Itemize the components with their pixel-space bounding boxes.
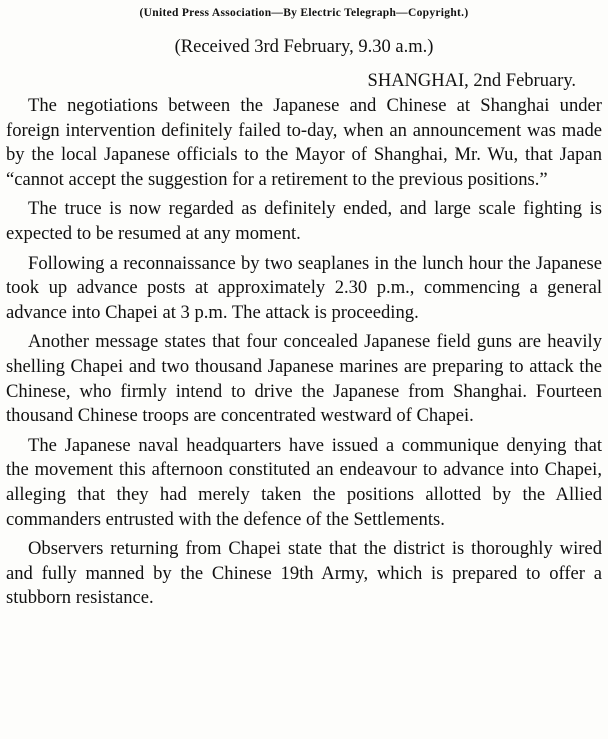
- paragraph-truce: The truce is now regarded as definitely ended, and large scale fighting is expected to be resumed at any moment.: [6, 198, 602, 244]
- paragraph-negotiations: The negotiations between the Japanese and Chinese at Shanghai under foreign intervention definitely failed to-day, when an announcement was made by the local Japanese officials to the Mayor of Shanghai, Mr. Wu, that Japan “cannot accept the suggestion for a retirement to the previous positions.”: [6, 95, 602, 190]
- paragraph-observers: Observers returning from Chapei state that the district is thoroughly wired and fully manned by the Chinese 19th Army, which is prepared to offer a stubborn resistance.: [6, 538, 602, 609]
- paragraph-reconnaissance: Following a reconnaissance by two seaplanes in the lunch hour the Japanese took up advance posts at approximately 2.30 p.m., commencing a general advance into Chapei at 3 p.m. The attack is proceeding.: [6, 252, 602, 323]
- dateline: SHANGHAI, 2nd February.: [367, 71, 576, 91]
- paragraph-naval-communique: The Japanese naval headquarters have issued a communique denying that the movement this afternoon constituted an endeavour to advance into Chapei, alleging that they had merely taken the positions allotted by the Allied commanders entrusted with the defence of the Settlements.: [6, 434, 602, 530]
- paragraph-field-guns: Another message states that four concealed Japanese field guns are heavily shelling Chapei and two thousand Japanese marines are preparing to attack the Chinese, who firmly intend to drive the Japanese from Shanghai. Fourteen thousand Chinese troops are concentrated westward of Chapei.: [6, 331, 602, 427]
- article-body: [6, 94, 602, 611]
- received-time-line: (Received 3rd February, 9.30 a.m.): [174, 37, 434, 57]
- wire-credit-line: (United Press Association—By Electric Telegraph—Copyright.): [139, 7, 469, 19]
